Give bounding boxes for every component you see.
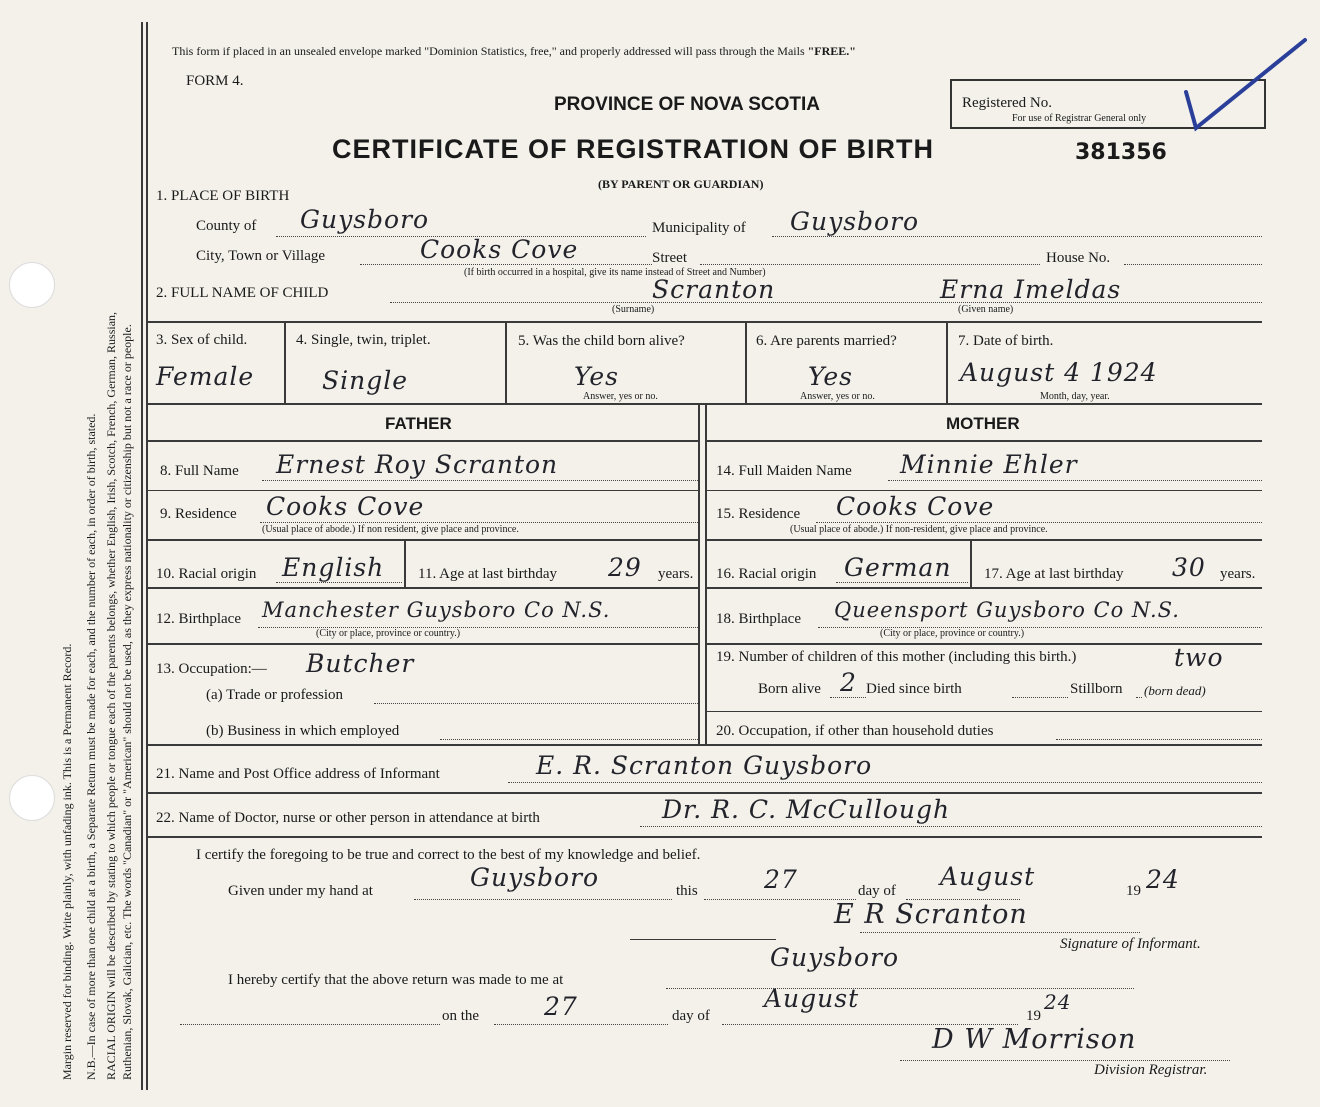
- mother-occupation-label: 20. Occupation, if other than household duties: [716, 723, 994, 739]
- mother-age-value: 30: [1172, 553, 1206, 582]
- child-given-name: Erna Imeldas: [940, 275, 1122, 304]
- county-label: County of: [196, 218, 257, 234]
- doctor-label: 22. Name of Doctor, nurse or other person in attendance at birth: [156, 810, 540, 826]
- mother-died-label: Died since birth: [866, 681, 962, 697]
- mother-name-label: 14. Full Maiden Name: [716, 463, 852, 479]
- divider-informant-top: [146, 744, 1262, 746]
- date-of-birth-caption: Month, day, year.: [1040, 391, 1110, 402]
- mother-racial-label: 16. Racial origin: [716, 566, 817, 582]
- mother-birthplace-label: 18. Birthplace: [716, 611, 801, 627]
- city-value: Cooks Cove: [420, 235, 579, 264]
- hospital-note: (If birth occurred in a hospital, give its name instead of Street and Number): [464, 267, 766, 278]
- father-birthplace-caption: (City or place, province or country.): [316, 628, 461, 639]
- certify-year-prefix: 19: [1126, 883, 1141, 899]
- house-no-label: House No.: [1046, 250, 1111, 266]
- margin-note-binding: Margin reserved for binding. Write plainly, with unfading ink. This is a Permanent Record.: [60, 643, 74, 1080]
- frame-left-outer: [141, 22, 143, 1090]
- province-title: PROVINCE OF NOVA SCOTIA: [554, 94, 821, 115]
- born-alive-caption: Answer, yes or no.: [583, 391, 658, 402]
- registrar-year-prefix: 19: [1026, 1008, 1041, 1024]
- born-alive-value: Yes: [574, 362, 619, 391]
- place-of-birth-label: 1. PLACE OF BIRTH: [156, 188, 290, 204]
- father-residence-value: Cooks Cove: [266, 492, 425, 521]
- single-twin-value: Single: [322, 366, 409, 395]
- parents-married-caption: Answer, yes or no.: [800, 391, 875, 402]
- father-abode-caption: (Usual place of abode.) If non resident, give place and province.: [262, 524, 519, 535]
- binding-hole-top: [9, 262, 55, 308]
- informant-signature: E R Scranton: [834, 899, 1028, 930]
- mother-abode-caption: (Usual place of abode.) If non-resident, give place and province.: [790, 524, 1048, 535]
- registrar-day-of-label: day of: [672, 1008, 710, 1024]
- certificate-title: CERTIFICATE OF REGISTRATION OF BIRTH: [332, 134, 934, 164]
- municipality-label: Municipality of: [652, 220, 746, 236]
- registered-number-label: Registered No.: [962, 95, 1052, 111]
- registrar-signature: D W Morrison: [932, 1024, 1137, 1055]
- mother-born-alive-label: Born alive: [758, 681, 821, 697]
- registrar-place-value: Guysboro: [770, 943, 900, 972]
- born-alive-label: 5. Was the child born alive?: [518, 333, 685, 349]
- binding-hole-bottom: [9, 775, 55, 821]
- father-birthplace-label: 12. Birthplace: [156, 611, 241, 627]
- father-business-label: (b) Business in which employed: [206, 723, 400, 739]
- registrar-month-value: August: [764, 984, 860, 1013]
- registrar-statement: I hereby certify that the above return was made to me at: [228, 972, 564, 988]
- father-age-years: years.: [658, 566, 694, 582]
- sex-value: Female: [156, 362, 255, 391]
- informant-signature-caption: Signature of Informant.: [1060, 936, 1201, 952]
- child-surname: Scranton: [652, 275, 776, 304]
- margin-note-racial-origin: RACIAL ORIGIN will be described by stating to which people or tongue each of the parents belongs, whether English, Irish, Scotch, French, German, Russian,: [104, 311, 118, 1080]
- given-name-caption: (Given name): [958, 304, 1014, 315]
- doctor-value: Dr. R. C. McCullough: [662, 795, 951, 824]
- registered-number-value: 381356: [1075, 140, 1167, 165]
- father-name-value: Ernest Roy Scranton: [276, 450, 559, 479]
- mother-children-label: 19. Number of children of this mother (including this birth.): [716, 649, 1077, 665]
- father-heading: FATHER: [385, 414, 452, 433]
- father-age-value: 29: [608, 553, 642, 582]
- father-trade-label: (a) Trade or profession: [206, 687, 344, 703]
- registrar-on-the-label: on the: [442, 1008, 480, 1024]
- father-occupation-label: 13. Occupation:—: [156, 661, 267, 677]
- informant-value: E. R. Scranton Guysboro: [536, 751, 873, 780]
- certify-statement: I certify the foregoing to be true and correct to the best of my knowledge and belief.: [196, 847, 701, 863]
- mother-residence-value: Cooks Cove: [836, 492, 995, 521]
- date-of-birth-label: 7. Date of birth.: [958, 333, 1054, 349]
- frame-left-inner: [146, 22, 148, 1090]
- father-name-label: 8. Full Name: [160, 463, 239, 479]
- county-value: Guysboro: [300, 205, 430, 234]
- certify-day-value: 27: [764, 865, 798, 894]
- parents-married-label: 6. Are parents married?: [756, 333, 897, 349]
- father-occupation-value: Butcher: [306, 649, 415, 678]
- registrar-caption: Division Registrar.: [1094, 1062, 1208, 1078]
- surname-caption: (Surname): [612, 304, 655, 315]
- certify-day-of-label: day of: [858, 883, 896, 899]
- registrar-day-value: 27: [544, 992, 578, 1021]
- margin-note-multiple-births: N.B.—In case of more than one child at a birth, a Separate Return must be made for each, and the number of each, in order of birth, stated.: [84, 413, 98, 1080]
- mother-stillborn-label: Stillborn: [1070, 681, 1123, 697]
- certify-year-value: 24: [1146, 865, 1180, 894]
- parents-center-divider: [698, 403, 700, 744]
- mother-residence-label: 15. Residence: [716, 506, 801, 522]
- postal-note: This form if placed in an unsealed envelope marked "Dominion Statistics, free," and properly addressed will pass through the Mails "FREE.": [172, 44, 856, 58]
- father-racial-value: English: [282, 553, 385, 582]
- municipality-value: Guysboro: [790, 207, 920, 236]
- given-under-label: Given under my hand at: [228, 883, 373, 899]
- certify-this-label: this: [676, 883, 698, 899]
- city-label: City, Town or Village: [196, 248, 326, 264]
- father-age-label: 11. Age at last birthday: [418, 566, 557, 582]
- child-name-label: 2. FULL NAME OF CHILD: [156, 285, 329, 301]
- form-number: FORM 4.: [186, 73, 244, 89]
- father-racial-label: 10. Racial origin: [156, 566, 257, 582]
- margin-note-racial-origin-cont: Ruthenian, Slovak, Galician, etc. The words "Canadian" or "American" should not be used, as they express nationality or citizenship but not a race or people.: [120, 324, 134, 1080]
- check-mark-icon: [1170, 32, 1315, 137]
- father-residence-label: 9. Residence: [160, 506, 237, 522]
- mother-racial-value: German: [844, 553, 952, 582]
- registrar-year-value: 24: [1044, 990, 1072, 1014]
- mother-children-value: two: [1174, 643, 1224, 672]
- divider-row3-top: [146, 321, 1262, 323]
- certificate-subtitle: (BY PARENT OR GUARDIAN): [598, 177, 764, 191]
- date-of-birth-value: August 4 1924: [960, 358, 1158, 387]
- sex-label: 3. Sex of child.: [156, 332, 248, 348]
- mother-born-alive-value: 2: [840, 668, 857, 697]
- mother-name-value: Minnie Ehler: [900, 450, 1078, 479]
- mother-stillborn-caption: (born dead): [1144, 683, 1206, 698]
- informant-label: 21. Name and Post Office address of Informant: [156, 766, 440, 782]
- divider-parents-top: [146, 403, 1262, 405]
- registrar-only-note: For use of Registrar General only: [1012, 113, 1147, 124]
- parents-married-value: Yes: [808, 362, 853, 391]
- mother-heading: MOTHER: [946, 414, 1020, 433]
- single-twin-label: 4. Single, twin, triplet.: [296, 332, 431, 348]
- mother-age-years: years.: [1220, 566, 1256, 582]
- father-birthplace-value: Manchester Guysboro Co N.S.: [262, 598, 611, 622]
- certify-month-value: August: [940, 862, 1036, 891]
- street-label: Street: [652, 250, 687, 266]
- mother-birthplace-caption: (City or place, province or country.): [880, 628, 1025, 639]
- mother-birthplace-value: Queensport Guysboro Co N.S.: [834, 598, 1180, 622]
- mother-age-label: 17. Age at last birthday: [984, 566, 1124, 582]
- given-place-value: Guysboro: [470, 863, 600, 892]
